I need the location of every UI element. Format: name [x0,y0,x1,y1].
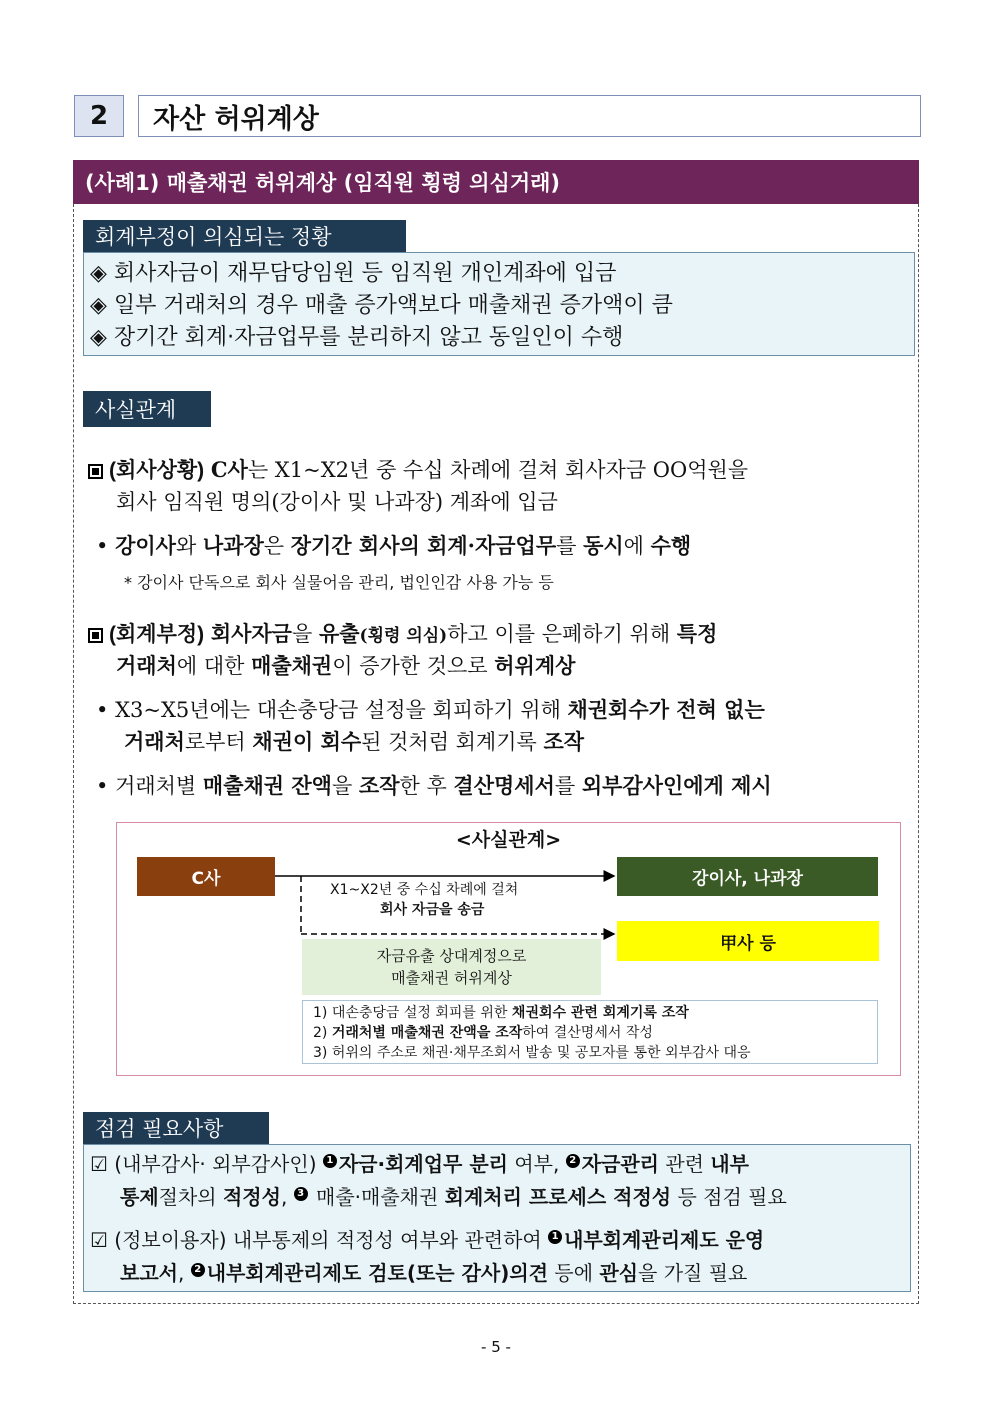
check-item-2-cont: 보고서, 2 내부회계관리제도 검토(또는 감사)의견 등에 관심을 가질 필요 [120,1261,748,1285]
facts-bullet-2-cont: 거래처로부터 채권이 회수된 것처럼 회계기록 조작 [124,729,585,754]
list-item: 2) 거래처별 매출채권 잔액을 조작하여 결산명세서 작성 [313,1025,653,1041]
facts-paragraph-2: (회계부정) 회사자금을 유출(횡령 의심)하고 이를 은폐하기 위해 특정 [88,618,717,648]
facts-note: * 강이사 단독으로 회사 실물어음 관리, 법인인감 사용 가능 등 [124,573,554,592]
manipulation-list [302,1000,878,1064]
check-item-1-cont: 통제절차의 적정성, 3 매출·매출채권 회계처리 프로세스 적정성 등 점검 필요 [120,1185,787,1209]
facts-paragraph-1: (회사상황) C사는 X1~X2년 중 수십 차례에 걸쳐 회사자금 OO억원을 [88,454,748,484]
list-item: 1) 대손충당금 설정 회피를 위한 채권회수 관련 회계기록 조작 [313,1005,689,1021]
check-label: 점검 필요사항 [83,1112,269,1144]
arrow-label-2: 회사 자금을 송금 [380,902,485,918]
suspicion-label: 회계부정이 의심되는 정황 [83,220,406,252]
facts-label: 사실관계 [83,391,211,427]
section-title: 자산 허위계상 [138,95,921,137]
case-title: (사례1) 매출채권 허위계상 (임직원 횡령 의심거래) [73,160,919,204]
check-item-1: ☑ (내부감사· 외부감사인) 1 자금·회계업무 분리 여부, 2 자금관리 관련 내부 [90,1152,749,1176]
facts-paragraph-1-cont: 회사 임직원 명의(강이사 및 나과장) 계좌에 입금 [116,490,558,514]
arrow-label-1: X1~X2년 중 수십 차례에 걸쳐 [330,882,519,898]
checkbox-icon: ☑ [90,1152,108,1176]
facts-bullet-1: • 강이사와 나과장은 장기간 회사의 회계·자금업무를 동시에 수행 [96,533,692,558]
company-box: C사 [137,857,275,896]
suspicion-item: ◈ 일부 거래처의 경우 매출 증가액보다 매출채권 증가액이 큼 [90,293,673,318]
check-item-2: ☑ (정보이용자) 내부통제의 적정성 여부와 관련하여 1 내부회계관리제도 운영 [90,1228,765,1252]
diamond-bullet-icon: ◈ [90,293,107,318]
recipient-box: 강이사, 나과장 [617,857,878,896]
facts-bullet-3: • 거래처별 매출채권 잔액을 조작한 후 결산명세서를 외부감사인에게 제시 [96,773,772,798]
suspicion-item: ◈ 장기간 회계·자금업무를 분리하지 않고 동일인이 수행 [90,325,624,350]
page-number: - 5 - [481,1338,511,1356]
suspicion-item: ◈ 회사자금이 재무담당임원 등 임직원 개인계좌에 입금 [90,261,617,286]
false-record-box: 자금유출 상대계정으로 매출채권 허위계상 [302,939,601,995]
list-item: 3) 허위의 주소로 채권·채무조회서 발송 및 공모자를 통한 외부감사 대응 [313,1045,751,1061]
diamond-bullet-icon: ◈ [90,261,107,286]
checkbox-icon: ☑ [90,1228,108,1252]
other-company-box: 甲사 등 [617,921,879,961]
section-number: 2 [74,95,124,137]
diamond-bullet-icon: ◈ [90,325,107,350]
diagram-title: <사실관계> [455,829,562,851]
facts-bullet-2: • X3~X5년에는 대손충당금 설정을 회피하기 위해 채권회수가 전혀 없는 [96,697,765,722]
facts-paragraph-2-cont: 거래처에 대한 매출채권이 증가한 것으로 허위계상 [116,653,576,678]
